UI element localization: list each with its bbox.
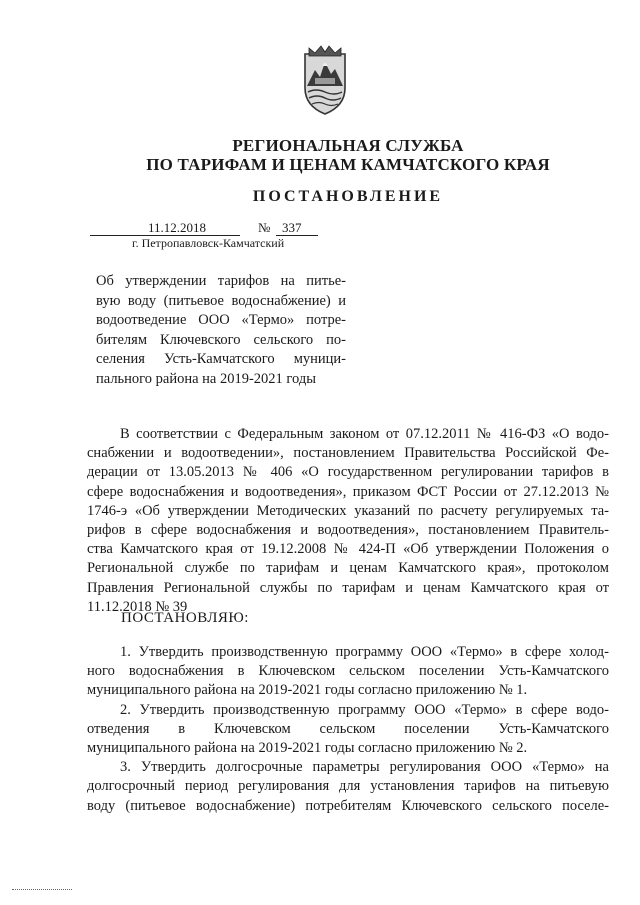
document-date: 11.12.2018 — [148, 220, 207, 235]
item-line: 3. Утвердить долгосрочные параметры регулирования ООО «Термо» на — [120, 759, 609, 776]
subject-line: бителям Ключевского сельского по- — [96, 331, 346, 348]
item-line: долгосрочный период регулирования для установления тарифов на питьевую — [87, 778, 609, 795]
document-subject — [96, 272, 346, 390]
organization-name-line2: ПО ТАРИФАМ И ЦЕНАМ КАМЧАТСКОГО КРАЯ — [146, 155, 550, 174]
decree-heading: ПОСТАНОВЛЯЮ: — [121, 610, 249, 626]
preamble-line: 1746-э «Об утверждении Методических указаний по расчету регулируемых та- — [87, 502, 609, 519]
preamble-line: рифов в сфере водоснабжения и водоотведения», постановлением Правитель- — [87, 522, 609, 539]
item-line: муниципального района на 2019-2021 годы согласно приложению № 1. — [87, 682, 528, 699]
decree-items — [87, 643, 609, 816]
footer-scan-mark — [12, 889, 72, 890]
item-line: отведения в Ключевском сельском поселении Усть-Камчатского — [87, 720, 609, 737]
number-sign: № — [258, 220, 271, 235]
coat-of-arms-emblem — [301, 44, 349, 118]
organization-name-line1: РЕГИОНАЛЬНАЯ СЛУЖБА — [232, 136, 464, 155]
subject-line: селения Усть-Камчатского муници- — [96, 351, 346, 368]
subject-line: водоотведение ООО «Термо» потре- — [96, 312, 346, 329]
preamble-line: дерации от 13.05.2013 № 406 «О государственном регулировании тарифов в — [87, 464, 609, 481]
item-line: воду (питьевое водоснабжение) потребителям Ключевского сельского поселе- — [87, 797, 609, 814]
preamble-paragraph — [87, 425, 609, 617]
document-number: 337 — [282, 220, 302, 235]
preamble-line: Правления Региональной службы по тарифам и ценам Камчатского края от — [87, 579, 609, 596]
subject-line: Об утверждении тарифов на питье- — [96, 273, 346, 289]
item-line: 2. Утвердить производственную программу ООО «Термо» в сфере водо- — [120, 701, 609, 718]
document-city: г. Петропавловск-Камчатский — [132, 236, 285, 250]
preamble-line: снабжении и водоотведении», постановлением Правительства Российской Фе- — [87, 445, 609, 462]
subject-line: пального района на 2019-2021 годы — [96, 370, 316, 387]
item-line: 1. Утвердить производственную программу ООО «Термо» в сфере холод- — [120, 644, 609, 660]
preamble-line: 11.12.2018 № 39 — [87, 598, 188, 615]
preamble-line: Региональной службе по тарифам и ценам Камчатского края», протоколом — [87, 560, 609, 577]
preamble-line: В соответствии с Федеральным законом от 07.12.2011 № 416-ФЗ «О водо- — [120, 426, 609, 442]
item-line: ного водоснабжения в Ключевском сельском поселении Усть-Камчатского — [87, 663, 609, 680]
item-line: муниципального района на 2019-2021 годы согласно приложению № 2. — [87, 740, 528, 757]
preamble-line: сфере водоснабжения и водоотведения», приказом ФСТ России от 27.12.2013 № — [87, 483, 609, 500]
subject-line: вую воду (питьевое водоснабжение) и — [96, 292, 346, 309]
preamble-line: ства Камчатского края от 19.12.2008 № 424-П «Об утверждении Положения о — [87, 541, 609, 558]
document-type-title: ПОСТАНОВЛЕНИЕ — [252, 188, 444, 205]
